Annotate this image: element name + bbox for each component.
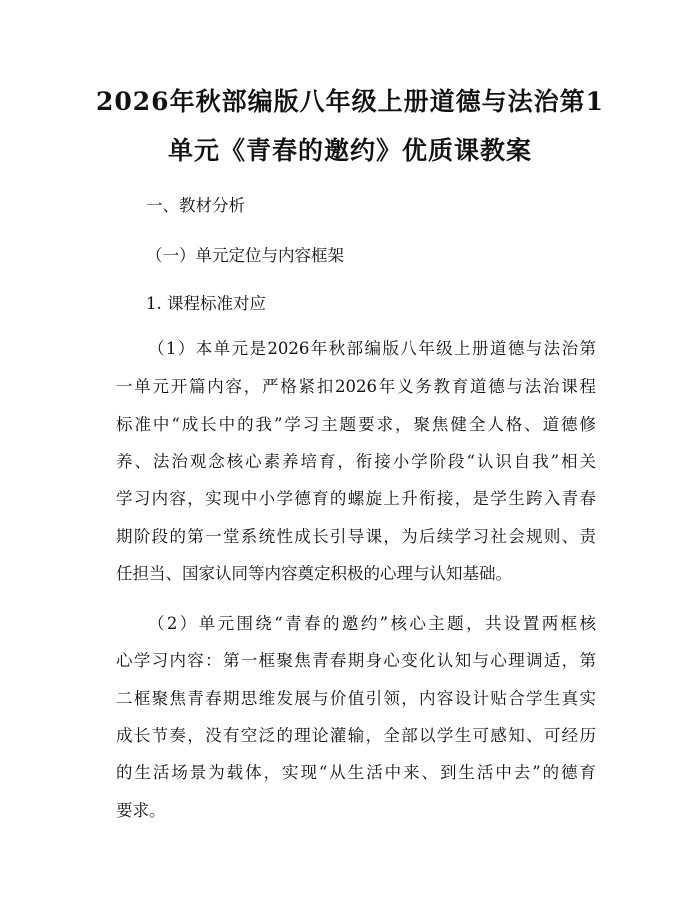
paragraph-line: 任担当、国家认同等内容奠定积极的心理与认知基础。 bbox=[116, 564, 512, 583]
paragraph-line: 的生活场景为载体，实现“从生活中来、到生活中去”的德育 bbox=[116, 763, 596, 782]
paragraph-line: 心学习内容：第一框聚焦青春期身心变化认知与心理调适，第 bbox=[116, 651, 596, 670]
paragraph-line: 要求。 bbox=[116, 801, 166, 820]
paragraph-line: 标准中“成长中的我”学习主题要求，聚焦健全人格、道德修 bbox=[116, 415, 596, 434]
paragraph-line: （1）本单元是2026年秋部编版八年级上册道德与法治第 bbox=[148, 339, 596, 358]
paragraph-line: 二框聚焦青春期思维发展与价值引领，内容设计贴合学生真实 bbox=[116, 689, 596, 708]
item-heading: 1. 课程标准对应 bbox=[146, 294, 266, 313]
paragraph-line: 期阶段的第一堂系统性成长引导课，为后续学习社会规则、责 bbox=[116, 527, 596, 546]
paragraph-line: 成长节奏，没有空泛的理论灌输，全部以学生可感知、可经历 bbox=[116, 726, 596, 745]
paragraph-line: 一单元开篇内容，严格紧扣2026年义务教育道德与法治课程 bbox=[116, 377, 596, 396]
paragraph-line: （2）单元围绕“青春的邀约”核心主题，共设置两框核 bbox=[148, 614, 596, 633]
paragraph-line: 养、法治观念核心素养培育，衔接小学阶段“认识自我”相关 bbox=[116, 452, 596, 471]
section-heading: 一、教材分析 bbox=[146, 196, 245, 215]
document-title-line-1: 2026年秋部编版八年级上册道德与法治第1 bbox=[96, 87, 604, 116]
subsection-heading: （一）单元定位与内容框架 bbox=[146, 246, 344, 265]
document-title-line-2: 单元《青春的邀约》优质课教案 bbox=[167, 136, 532, 165]
paragraph-line: 学习内容，实现中小学德育的螺旋上升衔接，是学生跨入青春 bbox=[116, 489, 596, 508]
